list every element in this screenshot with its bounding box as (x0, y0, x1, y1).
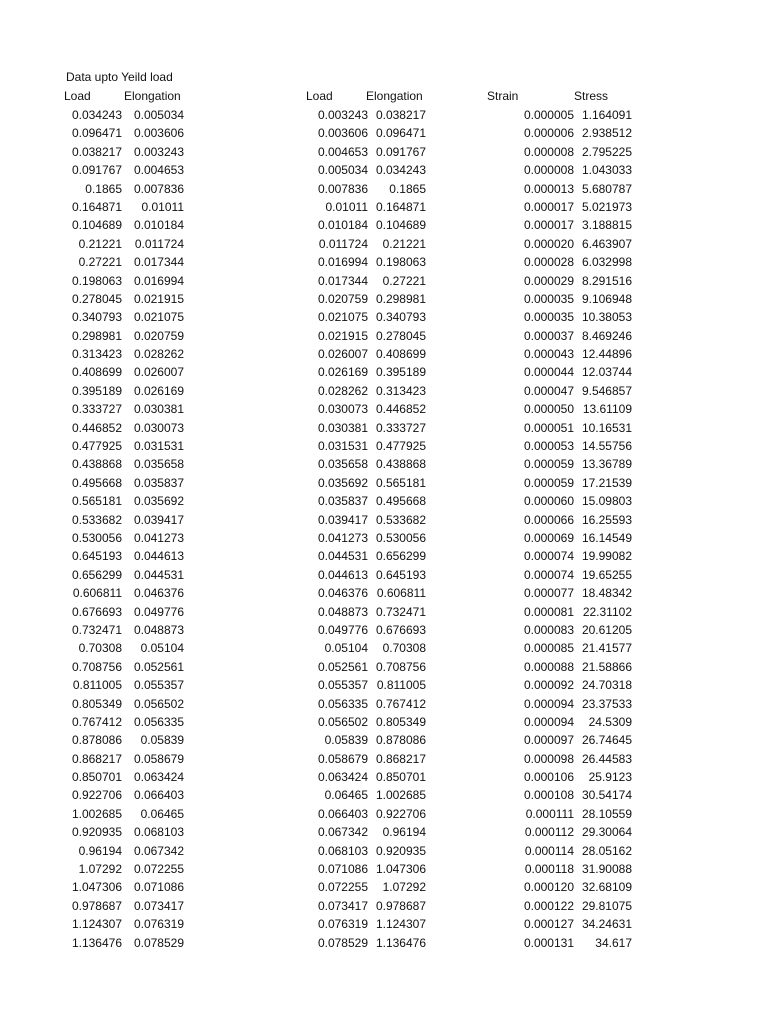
t2-load-cell: 0.052561 (317, 659, 368, 674)
t3-stress-cell: 22.31102 (582, 604, 632, 619)
t1-load-cell: 0.333727 (71, 402, 122, 417)
t1-load-cell: 0.21221 (78, 236, 122, 251)
t2-load-cell: 0.076319 (317, 917, 368, 932)
t1-load-cell: 0.408699 (71, 365, 122, 380)
t1-elongation-cell: 0.063424 (133, 770, 184, 785)
t1-elongation-cell: 0.078529 (133, 935, 184, 950)
t1-load-cell: 0.732471 (71, 622, 122, 637)
t3-strain-cell: 0.000053 (523, 439, 574, 454)
t2-elongation-cell: 0.034243 (375, 163, 426, 178)
t3-strain-cell: 0.000094 (523, 696, 574, 711)
t1-load-cell: 0.533682 (71, 512, 122, 527)
t1-elongation-cell: 0.003606 (133, 126, 184, 141)
t2-load-cell: 0.003243 (317, 108, 368, 122)
t1-elongation-cell: 0.010184 (133, 218, 184, 233)
t3-strain-cell: 0.000074 (523, 549, 574, 564)
t1-elongation-cell: 0.035658 (133, 457, 184, 472)
t2-elongation-cell: 0.767412 (375, 696, 426, 711)
t1-elongation-cell: 0.067342 (133, 843, 184, 858)
t2-load-cell: 0.071086 (317, 862, 368, 877)
t2-load-cell: 0.030381 (317, 420, 368, 435)
t3-stress-cell: 26.44583 (581, 751, 632, 766)
t1-elongation-cell: 0.039417 (133, 512, 184, 527)
t1-load-cell: 0.922706 (71, 788, 122, 803)
t3-strain-column (496, 106, 574, 952)
t1-elongation-cell: 0.056335 (133, 714, 184, 729)
t2-elongation-cell: 1.124307 (375, 917, 426, 932)
t2-load-cell: 0.01011 (325, 199, 368, 214)
t2-load-cell: 0.004653 (317, 144, 368, 159)
t2-load-cell: 0.003606 (317, 126, 368, 141)
t1-elongation-column (124, 106, 184, 952)
t3-stress-cell: 10.16531 (581, 420, 632, 435)
t2-load-cell: 0.031531 (317, 439, 368, 454)
t1-elongation-header: Elongation (124, 89, 181, 103)
t2-elongation-cell: 0.340793 (375, 310, 426, 325)
t2-elongation-cell: 0.438868 (375, 457, 426, 472)
t1-elongation-cell: 0.035837 (133, 475, 184, 490)
t2-load-cell: 0.073417 (317, 898, 368, 913)
t1-elongation-cell: 0.072255 (133, 862, 184, 877)
t2-elongation-cell: 0.198063 (375, 255, 426, 270)
t2-load-cell: 0.035837 (317, 494, 368, 509)
t1-load-cell: 0.565181 (71, 494, 122, 509)
t1-elongation-cell: 0.003243 (133, 144, 184, 159)
t3-strain-cell: 0.000013 (523, 181, 574, 196)
t3-strain-cell: 0.000106 (523, 770, 574, 785)
t3-stress-cell: 2.938512 (581, 126, 632, 141)
t3-stress-cell: 14.55756 (581, 439, 632, 454)
t3-strain-cell: 0.000127 (523, 917, 574, 932)
t3-strain-cell: 0.000092 (523, 678, 574, 693)
t2-elongation-cell: 0.408699 (375, 347, 426, 362)
t2-load-cell: 0.011724 (318, 236, 368, 251)
t1-load-cell: 1.07292 (78, 862, 122, 877)
t1-elongation-cell: 0.044531 (133, 567, 184, 582)
t3-strain-cell: 0.000083 (523, 622, 574, 637)
t3-stress-cell: 16.14549 (581, 530, 632, 545)
t2-load-cell: 0.063424 (317, 770, 368, 785)
t1-elongation-cell: 0.05104 (140, 641, 184, 656)
t1-elongation-cell: 0.071086 (133, 880, 184, 895)
t3-stress-cell: 12.03744 (581, 365, 632, 380)
t3-stress-cell: 31.90088 (581, 862, 632, 877)
t2-elongation-cell: 0.038217 (375, 108, 426, 122)
sheet-title: Data upto Yeild load (66, 70, 173, 84)
t2-elongation-cell: 0.645193 (375, 567, 426, 582)
t1-load-cell: 0.096471 (71, 126, 122, 141)
t1-load-cell: 0.034243 (71, 108, 122, 122)
t1-load-cell: 0.298981 (71, 328, 122, 343)
t2-elongation-cell: 0.1865 (389, 181, 426, 196)
t2-elongation-cell: 0.656299 (375, 549, 426, 564)
t2-elongation-cell: 0.978687 (375, 898, 426, 913)
t3-strain-cell: 0.000047 (523, 383, 574, 398)
t1-load-cell: 0.878086 (71, 733, 122, 748)
t2-elongation-cell: 0.21221 (382, 236, 426, 251)
t3-strain-cell: 0.000088 (523, 659, 574, 674)
t2-load-cell: 0.055357 (317, 678, 368, 693)
t1-elongation-cell: 0.028262 (133, 347, 184, 362)
t2-load-cell: 0.067342 (317, 825, 368, 840)
t2-load-cell: 0.044531 (317, 549, 368, 564)
t3-strain-cell: 0.000060 (523, 494, 574, 509)
t2-load-cell: 0.044613 (317, 567, 368, 582)
t1-elongation-cell: 0.073417 (133, 898, 184, 913)
t1-load-cell: 0.767412 (71, 714, 122, 729)
t2-load-cell: 0.005034 (317, 163, 368, 178)
t1-load-cell: 0.645193 (71, 549, 122, 564)
t1-elongation-cell: 0.021915 (133, 291, 184, 306)
t3-strain-cell: 0.000131 (523, 935, 574, 950)
t3-strain-cell: 0.000112 (524, 825, 574, 840)
t2-load-cell: 0.039417 (317, 512, 368, 527)
t1-load-cell: 0.395189 (71, 383, 122, 398)
t1-load-cell: 0.495668 (71, 475, 122, 490)
t3-strain-cell: 0.000035 (523, 291, 574, 306)
t2-elongation-cell: 0.477925 (375, 439, 426, 454)
t3-stress-cell: 26.74645 (581, 733, 632, 748)
t1-load-cell: 1.136476 (71, 935, 122, 950)
t1-elongation-cell: 0.031531 (133, 439, 184, 454)
t2-load-cell: 0.078529 (317, 935, 368, 950)
t2-load-cell: 0.072255 (317, 880, 368, 895)
t2-elongation-cell: 0.27221 (382, 273, 426, 288)
t1-load-cell: 0.606811 (72, 586, 122, 601)
t1-load-cell: 0.920935 (71, 825, 122, 840)
t2-elongation-cell: 0.96194 (382, 825, 426, 840)
t1-elongation-cell: 0.030073 (133, 420, 184, 435)
t3-stress-cell: 16.25593 (581, 512, 632, 527)
t2-elongation-cell: 0.811005 (376, 678, 426, 693)
t3-stress-cell: 23.37533 (581, 696, 632, 711)
t3-stress-cell: 13.36789 (581, 457, 632, 472)
t3-strain-cell: 0.000017 (523, 199, 574, 214)
t3-stress-cell: 1.043033 (581, 163, 632, 178)
t1-elongation-cell: 0.041273 (133, 530, 184, 545)
t1-load-cell: 0.850701 (71, 770, 122, 785)
t2-elongation-cell: 0.164871 (375, 199, 426, 214)
t1-load-cell: 0.1865 (85, 181, 122, 196)
t3-stress-cell: 13.61109 (582, 402, 632, 417)
t3-strain-cell: 0.000118 (524, 862, 574, 877)
t1-elongation-cell: 0.066403 (133, 788, 184, 803)
t2-load-cell: 0.030073 (317, 402, 368, 417)
t2-elongation-cell: 0.446852 (375, 402, 426, 417)
t3-stress-cell: 17.21539 (581, 475, 632, 490)
t2-load-cell: 0.007836 (317, 181, 368, 196)
t3-strain-cell: 0.000069 (523, 530, 574, 545)
t1-load-cell: 0.091767 (71, 163, 122, 178)
t2-load-cell: 0.05839 (324, 733, 368, 748)
t3-strain-cell: 0.000074 (523, 567, 574, 582)
t2-load-cell: 0.066403 (317, 806, 368, 821)
t3-strain-cell: 0.000008 (523, 163, 574, 178)
t3-stress-cell: 6.032998 (581, 255, 632, 270)
t2-load-cell: 0.046376 (317, 586, 368, 601)
t3-stress-cell: 18.48342 (581, 586, 632, 601)
t1-load-cell: 1.002685 (71, 806, 122, 821)
t2-load-column (296, 106, 368, 952)
t2-elongation-cell: 0.533682 (375, 512, 426, 527)
t2-elongation-cell: 0.104689 (375, 218, 426, 233)
t3-strain-cell: 0.000059 (523, 475, 574, 490)
t3-strain-cell: 0.000005 (523, 108, 574, 122)
t2-elongation-cell: 1.07292 (382, 880, 426, 895)
t1-elongation-cell: 0.05839 (140, 733, 184, 748)
t2-elongation-cell: 0.565181 (375, 475, 426, 490)
t1-load-cell: 0.676693 (71, 604, 122, 619)
t3-stress-cell: 1.164091 (581, 108, 632, 122)
t3-stress-cell: 24.5309 (588, 714, 632, 729)
t2-load-cell: 0.035692 (317, 475, 368, 490)
t3-stress-cell: 34.617 (595, 935, 632, 950)
t2-elongation-cell: 0.298981 (375, 291, 426, 306)
t1-elongation-cell: 0.048873 (133, 622, 184, 637)
t1-load-cell: 0.038217 (71, 144, 122, 159)
t1-load-cell: 0.805349 (71, 696, 122, 711)
t1-load-cell: 0.278045 (71, 291, 122, 306)
t1-load-cell: 0.656299 (71, 567, 122, 582)
t1-elongation-cell: 0.004653 (133, 163, 184, 178)
t1-elongation-cell: 0.058679 (133, 751, 184, 766)
t1-elongation-cell: 0.01011 (141, 199, 184, 214)
t3-stress-cell: 34.24631 (581, 917, 632, 932)
t2-load-header: Load (306, 89, 333, 103)
t3-stress-cell: 3.188815 (581, 218, 632, 233)
t3-stress-cell: 20.61205 (581, 622, 632, 637)
t3-strain-cell: 0.000050 (523, 402, 574, 417)
t2-elongation-column (368, 106, 426, 952)
t1-elongation-cell: 0.021075 (133, 310, 184, 325)
t1-elongation-cell: 0.035692 (133, 494, 184, 509)
t3-strain-cell: 0.000066 (523, 512, 574, 527)
t3-strain-header: Strain (487, 89, 519, 103)
t2-load-cell: 0.058679 (317, 751, 368, 766)
t2-load-cell: 0.06465 (324, 788, 368, 803)
t2-load-cell: 0.028262 (317, 383, 368, 398)
t1-load-cell: 0.978687 (71, 898, 122, 913)
t3-stress-cell: 30.54174 (581, 788, 632, 803)
t3-strain-cell: 0.000111 (525, 806, 574, 821)
t3-strain-cell: 0.000077 (523, 586, 574, 601)
t2-elongation-header: Elongation (366, 89, 423, 103)
t1-elongation-cell: 0.049776 (133, 604, 184, 619)
t3-stress-cell: 9.106948 (581, 291, 632, 306)
t1-load-cell: 0.530056 (71, 530, 122, 545)
t3-stress-cell: 28.05162 (581, 843, 632, 858)
t3-strain-cell: 0.000044 (523, 365, 574, 380)
t1-elongation-cell: 0.076319 (133, 917, 184, 932)
t3-strain-cell: 0.000008 (523, 144, 574, 159)
t1-load-header: Load (64, 89, 91, 103)
t2-elongation-cell: 0.333727 (375, 420, 426, 435)
t2-load-cell: 0.048873 (317, 604, 368, 619)
t3-strain-cell: 0.000017 (523, 218, 574, 233)
t1-load-cell: 0.198063 (71, 273, 122, 288)
t3-stress-cell: 29.30064 (581, 825, 632, 840)
t1-elongation-cell: 0.056502 (133, 696, 184, 711)
t1-load-cell: 0.164871 (71, 199, 122, 214)
t2-elongation-cell: 0.495668 (375, 494, 426, 509)
t1-elongation-cell: 0.030381 (133, 402, 184, 417)
t1-load-cell: 0.104689 (71, 218, 122, 233)
t1-load-cell: 0.70308 (78, 641, 122, 656)
t1-load-cell: 0.438868 (71, 457, 122, 472)
t3-stress-column (574, 106, 632, 952)
t1-elongation-cell: 0.052561 (133, 659, 184, 674)
t2-elongation-cell: 0.313423 (375, 383, 426, 398)
t1-load-cell: 1.124307 (71, 917, 122, 932)
t3-stress-cell: 9.546857 (581, 383, 632, 398)
t3-stress-header: Stress (574, 89, 609, 103)
t3-stress-cell: 25.9123 (588, 770, 632, 785)
t1-elongation-cell: 0.017344 (133, 255, 184, 270)
t1-load-column (54, 106, 122, 952)
t2-load-cell: 0.035658 (317, 457, 368, 472)
t2-load-cell: 0.041273 (317, 530, 368, 545)
t1-elongation-cell: 0.026169 (133, 383, 184, 398)
t1-load-cell: 0.340793 (71, 310, 122, 325)
t1-elongation-cell: 0.046376 (133, 586, 184, 601)
t1-elongation-cell: 0.007836 (133, 181, 184, 196)
t1-load-cell: 0.446852 (71, 420, 122, 435)
t2-elongation-cell: 0.922706 (375, 806, 426, 821)
t1-elongation-cell: 0.020759 (133, 328, 184, 343)
t3-stress-cell: 15.09803 (581, 494, 632, 509)
t3-stress-cell: 8.469246 (581, 328, 632, 343)
t2-load-cell: 0.021915 (317, 328, 368, 343)
t3-strain-cell: 0.000037 (523, 328, 574, 343)
t1-load-cell: 0.708756 (71, 659, 122, 674)
t2-elongation-cell: 0.530056 (375, 530, 426, 545)
t1-elongation-cell: 0.068103 (133, 825, 184, 840)
t1-load-cell: 0.811005 (72, 678, 122, 693)
t3-stress-cell: 24.70318 (581, 678, 632, 693)
t1-load-cell: 0.96194 (78, 843, 122, 858)
t2-load-cell: 0.021075 (317, 310, 368, 325)
t1-elongation-cell: 0.026007 (133, 365, 184, 380)
t2-load-cell: 0.026169 (317, 365, 368, 380)
t2-elongation-cell: 0.395189 (375, 365, 426, 380)
t3-stress-cell: 5.680787 (581, 181, 632, 196)
t3-stress-cell: 21.41577 (581, 641, 632, 656)
t1-elongation-cell: 0.044613 (133, 549, 184, 564)
t1-load-cell: 1.047306 (71, 880, 122, 895)
t2-load-cell: 0.05104 (324, 641, 368, 656)
t3-stress-cell: 6.463907 (581, 236, 632, 251)
t2-elongation-cell: 0.732471 (375, 604, 426, 619)
t3-strain-cell: 0.000108 (523, 788, 574, 803)
t2-elongation-cell: 0.805349 (375, 714, 426, 729)
t2-elongation-cell: 0.606811 (376, 586, 426, 601)
t2-elongation-cell: 0.676693 (375, 622, 426, 637)
t2-elongation-cell: 0.868217 (375, 751, 426, 766)
t2-elongation-cell: 0.920935 (375, 843, 426, 858)
t1-load-cell: 0.477925 (71, 439, 122, 454)
t3-strain-cell: 0.000098 (523, 751, 574, 766)
t2-load-cell: 0.056502 (317, 714, 368, 729)
t1-elongation-cell: 0.06465 (140, 806, 184, 821)
t3-strain-cell: 0.000028 (523, 255, 574, 270)
t2-elongation-cell: 0.70308 (382, 641, 426, 656)
t2-load-cell: 0.020759 (317, 291, 368, 306)
t3-stress-cell: 19.99082 (581, 549, 632, 564)
t3-strain-cell: 0.000035 (523, 310, 574, 325)
t3-strain-cell: 0.000051 (523, 420, 574, 435)
t2-elongation-cell: 0.278045 (375, 328, 426, 343)
t2-load-cell: 0.026007 (317, 347, 368, 362)
t2-elongation-cell: 1.136476 (375, 935, 426, 950)
t2-load-cell: 0.049776 (317, 622, 368, 637)
t3-stress-cell: 5.021973 (581, 199, 632, 214)
t1-elongation-cell: 0.005034 (133, 108, 184, 122)
t3-strain-cell: 0.000020 (523, 236, 574, 251)
t3-strain-cell: 0.000094 (523, 714, 574, 729)
t3-stress-cell: 28.10559 (581, 806, 632, 821)
t2-elongation-cell: 0.708756 (375, 659, 426, 674)
t1-load-cell: 0.27221 (78, 255, 122, 270)
t3-stress-cell: 2.795225 (581, 144, 632, 159)
t3-stress-cell: 29.81075 (581, 898, 632, 913)
t2-load-cell: 0.056335 (317, 696, 368, 711)
t2-elongation-cell: 0.850701 (375, 770, 426, 785)
t2-elongation-cell: 0.096471 (375, 126, 426, 141)
t2-load-cell: 0.016994 (317, 255, 368, 270)
t1-elongation-cell: 0.011724 (134, 236, 184, 251)
t3-strain-cell: 0.000043 (523, 347, 574, 362)
t3-strain-cell: 0.000029 (523, 273, 574, 288)
t3-strain-cell: 0.000059 (523, 457, 574, 472)
t2-load-cell: 0.068103 (317, 843, 368, 858)
t2-load-cell: 0.017344 (317, 273, 368, 288)
t2-elongation-cell: 1.047306 (375, 862, 426, 877)
t1-load-cell: 0.868217 (71, 751, 122, 766)
t3-stress-cell: 12.44896 (581, 347, 632, 362)
t3-stress-cell: 21.58866 (581, 659, 632, 674)
t1-elongation-cell: 0.016994 (133, 273, 184, 288)
t2-elongation-cell: 0.091767 (375, 144, 426, 159)
t1-elongation-cell: 0.055357 (133, 678, 184, 693)
t3-strain-cell: 0.000085 (523, 641, 574, 656)
t2-elongation-cell: 1.002685 (375, 788, 426, 803)
t3-strain-cell: 0.000006 (523, 126, 574, 141)
t3-strain-cell: 0.000114 (524, 843, 574, 858)
t3-stress-cell: 8.291516 (581, 273, 632, 288)
t3-strain-cell: 0.000081 (523, 604, 574, 619)
t3-strain-cell: 0.000122 (523, 898, 574, 913)
t1-load-cell: 0.313423 (71, 347, 122, 362)
t3-strain-cell: 0.000120 (523, 880, 574, 895)
t2-load-cell: 0.010184 (317, 218, 368, 233)
t2-elongation-cell: 0.878086 (375, 733, 426, 748)
t3-stress-cell: 19.65255 (581, 567, 632, 582)
t3-stress-cell: 10.38053 (581, 310, 632, 325)
t3-strain-cell: 0.000097 (523, 733, 574, 748)
t3-stress-cell: 32.68109 (581, 880, 632, 895)
